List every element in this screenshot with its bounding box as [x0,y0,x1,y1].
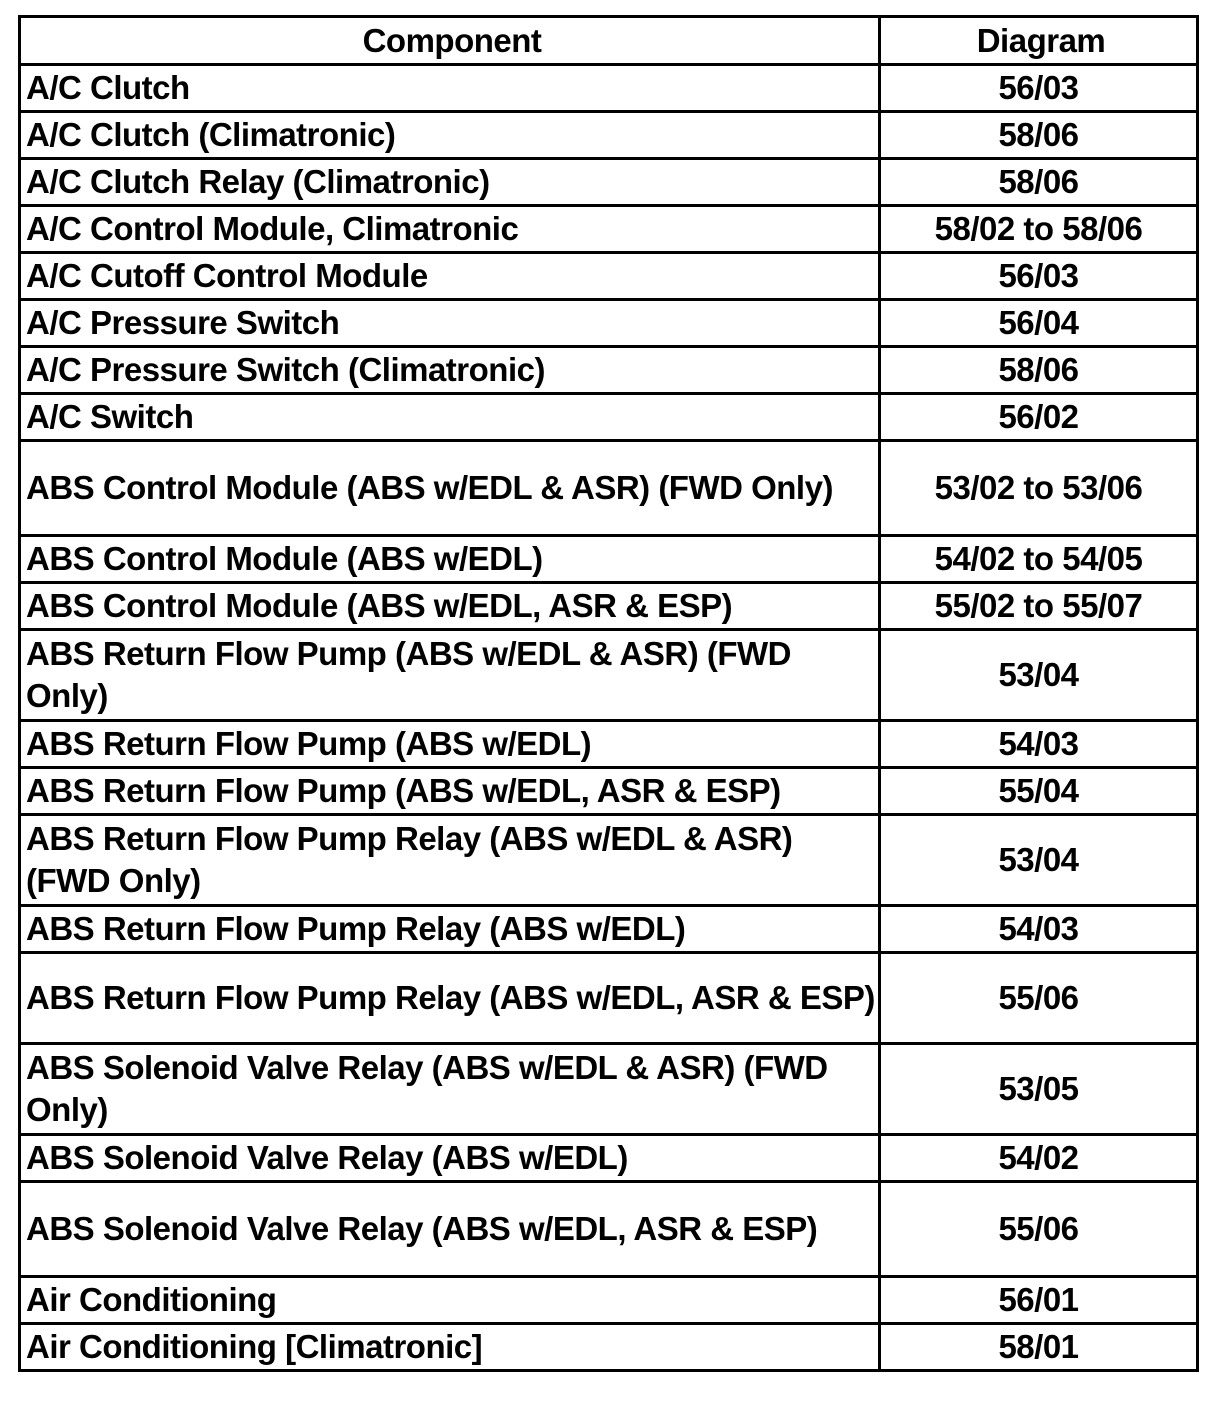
diagram-cell: 58/06 [880,159,1198,206]
table-row [20,721,1198,768]
component-cell: ABS Return Flow Pump Relay (ABS w/EDL, ASR & ESP) [20,953,880,1044]
diagram-cell: 58/06 [880,347,1198,394]
table-row [20,906,1198,953]
header-row [20,17,1198,65]
table-row [20,394,1198,441]
diagram-cell: 54/02 to 54/05 [880,536,1198,583]
diagram-cell: 56/04 [880,300,1198,347]
component-cell: ABS Control Module (ABS w/EDL, ASR & ESP) [20,583,880,630]
column-header-diagram: Diagram [880,17,1198,65]
diagram-cell: 58/01 [880,1324,1198,1371]
diagram-cell: 53/05 [880,1044,1198,1135]
component-cell: ABS Return Flow Pump (ABS w/EDL) [20,721,880,768]
diagram-cell: 56/03 [880,65,1198,112]
table-row [20,536,1198,583]
table-row [20,630,1198,721]
component-cell: A/C Clutch (Climatronic) [20,112,880,159]
table-row [20,253,1198,300]
component-cell: A/C Clutch [20,65,880,112]
diagram-cell: 53/04 [880,815,1198,906]
diagram-cell: 55/06 [880,1182,1198,1277]
component-cell: A/C Clutch Relay (Climatronic) [20,159,880,206]
table-row [20,112,1198,159]
table-row [20,815,1198,906]
component-cell: ABS Control Module (ABS w/EDL) [20,536,880,583]
component-cell: A/C Pressure Switch [20,300,880,347]
table-row [20,441,1198,536]
component-cell: ABS Solenoid Valve Relay (ABS w/EDL & ASR) (FWD Only) [20,1044,880,1135]
component-cell: ABS Return Flow Pump (ABS w/EDL & ASR) (FWD Only) [20,630,880,721]
diagram-cell: 55/04 [880,768,1198,815]
table-row [20,1324,1198,1371]
table-row [20,768,1198,815]
component-cell: ABS Return Flow Pump Relay (ABS w/EDL) [20,906,880,953]
diagram-cell: 53/02 to 53/06 [880,441,1198,536]
component-cell: A/C Control Module, Climatronic [20,206,880,253]
diagram-cell: 54/03 [880,721,1198,768]
component-cell: ABS Return Flow Pump (ABS w/EDL, ASR & ESP) [20,768,880,815]
table-row [20,583,1198,630]
diagram-cell: 54/03 [880,906,1198,953]
component-cell: ABS Solenoid Valve Relay (ABS w/EDL) [20,1135,880,1182]
table-row [20,953,1198,1044]
component-diagram-table [18,15,1199,1372]
table-row [20,1182,1198,1277]
diagram-cell: 53/04 [880,630,1198,721]
diagram-cell: 55/02 to 55/07 [880,583,1198,630]
diagram-cell: 56/03 [880,253,1198,300]
component-cell: ABS Return Flow Pump Relay (ABS w/EDL & ASR) (FWD Only) [20,815,880,906]
table-row [20,65,1198,112]
component-cell: Air Conditioning [Climatronic] [20,1324,880,1371]
diagram-cell: 55/06 [880,953,1198,1044]
component-cell: Air Conditioning [20,1277,880,1324]
table-row [20,1044,1198,1135]
table-row [20,347,1198,394]
column-header-component: Component [20,17,880,65]
diagram-cell: 58/06 [880,112,1198,159]
table-row [20,206,1198,253]
table-row [20,159,1198,206]
component-cell: ABS Solenoid Valve Relay (ABS w/EDL, ASR & ESP) [20,1182,880,1277]
diagram-cell: 56/01 [880,1277,1198,1324]
table-row [20,1277,1198,1324]
component-cell: A/C Cutoff Control Module [20,253,880,300]
table-row [20,300,1198,347]
component-cell: A/C Switch [20,394,880,441]
diagram-cell: 58/02 to 58/06 [880,206,1198,253]
table-row [20,1135,1198,1182]
diagram-cell: 54/02 [880,1135,1198,1182]
component-cell: A/C Pressure Switch (Climatronic) [20,347,880,394]
component-cell: ABS Control Module (ABS w/EDL & ASR) (FWD Only) [20,441,880,536]
diagram-cell: 56/02 [880,394,1198,441]
